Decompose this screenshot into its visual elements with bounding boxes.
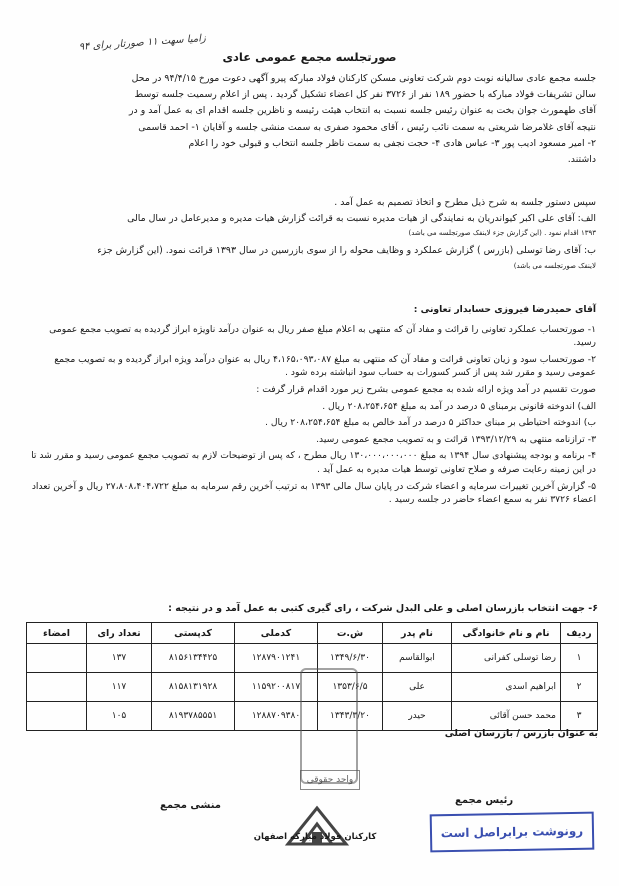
cell-birth-cert: ۱۳۴۳/۳/۲۰ bbox=[318, 702, 383, 731]
table-footer: به عنوان بازرس / بازرسان اصلی bbox=[444, 728, 598, 739]
col-signature: امضاء bbox=[27, 623, 87, 644]
col-name: نام و نام خانوادگی bbox=[452, 623, 561, 644]
chairman-signature-label: رئیس مجمع bbox=[455, 795, 514, 806]
cell-name: رضا توسلی کفرانی bbox=[452, 644, 561, 673]
intro-line: آقای طهمورث جوان بخت به عنوان رئیس جلسه نسبت به انتخاب هیئت رئیسه و ناظرین جلسه اقدام ای به عمل آمد و در bbox=[129, 105, 596, 117]
cell-row: ۲ bbox=[561, 673, 598, 702]
col-father: نام پدر bbox=[383, 623, 452, 644]
agenda-intro: سپس دستور جلسه به شرح ذیل مطرح و اتخاذ تصمیم به عمل آمد . bbox=[334, 197, 596, 208]
coop-name: کارکنان فولاد مبارکه اصفهان bbox=[253, 832, 377, 842]
intro-line: جلسه مجمع عادی سالیانه نوبت دوم شرکت تعاونی مسکن کارکنان فولاد مبارکه پیرو آگهی دعوت مورخ ۹۴/۴/۱۵ در محل bbox=[131, 73, 596, 84]
handwritten-note: زامیا سهت ۱۱ صورتار برای ۹۴ bbox=[78, 33, 207, 53]
intro-line: ۲- امیر مسعود ادیب پور ۳- عباس هادی ۴- حجت نجفی به سمت ناظر جلسه انتخاب و قبولی خود را اعلام bbox=[188, 137, 596, 149]
accounting-section bbox=[26, 303, 596, 510]
agenda-section bbox=[26, 196, 596, 273]
cell-row: ۳ bbox=[561, 702, 598, 731]
cell-name: محمد حسن آقائی bbox=[452, 702, 561, 731]
cell-postal-code: ۸۱۵۶۱۳۴۴۲۵ bbox=[152, 644, 235, 673]
intro-paragraph bbox=[26, 72, 596, 169]
intro-line: نتیجه آقای غلامرضا شریعتی به سمت نائب رئیس ، آقای محمود صفری به سمت منشی جلسه و آقایان ۱- احمد قاسمی bbox=[138, 121, 596, 133]
legal-reserve: الف) اندوخته قانونی برمبنای ۵ درصد در آمد به مبلغ ۲۰۸،۲۵۴،۶۵۴ ریال . bbox=[322, 400, 596, 412]
auditor-line: آقای حمیدرضا فیروزی حسابدار تعاونی : bbox=[413, 304, 596, 315]
cell-votes: ۱۰۵ bbox=[87, 702, 152, 731]
col-birth-cert: ش.ت bbox=[318, 623, 383, 644]
cell-father: حیدر bbox=[383, 702, 452, 731]
col-votes: تعداد رای bbox=[87, 623, 152, 644]
cell-votes: ۱۱۷ bbox=[87, 673, 152, 702]
cell-votes: ۱۳۷ bbox=[87, 644, 152, 673]
cell-signature bbox=[27, 702, 87, 731]
stamp-label: واحد حقوقی bbox=[300, 770, 360, 790]
cell-postal-code: ۸۱۹۳۷۸۵۵۵۱ bbox=[152, 702, 235, 731]
point-1: ۱- صورتحساب عملکرد تعاونی را قرائت و مفاد آن که منتهی به اعلام مبلغ صفر ریال به عنوان درآمد ناویژه ابراز گردیده به تصویب مجمع عمومی رسید. bbox=[49, 323, 596, 349]
cell-signature bbox=[27, 644, 87, 673]
cell-national-id: ۱۲۸۸۷۰۹۳۸۰ bbox=[235, 702, 318, 731]
official-stamp bbox=[300, 668, 358, 784]
col-national-id: کدملی bbox=[235, 623, 318, 644]
document-title: صورتجلسه مجمع عمومی عادی bbox=[222, 50, 397, 64]
col-postal-code: کدپستی bbox=[152, 623, 235, 644]
item-b-line: ب: آقای رضا توسلی (بازرس ) گزارش عملکرد و وظایف محوله را از سوی بازرسین در سال ۱۳۹۳ قرائت نمود. (این گزارش جزء bbox=[97, 245, 596, 257]
intro-line: سالن تشریفات فولاد مبارکه با حضور ۱۸۹ نفر از ۳۷۲۶ نفر کل اعضاء تشکیل گردید . پس از اعلام رسمیت جلسه توسط bbox=[134, 89, 596, 101]
cell-signature bbox=[27, 673, 87, 702]
point-2: ۲- صورتحساب سود و زیان تعاونی قرائت و مفاد آن که منتهی به مبلغ ۴،۱۶۵،۰۹۳،۰۸۷ ریال به عنوان درآمد ویژه ابراز گردیده و به تصویب مجمع عمومی رسید و مقرر شد پس از کسر کسورات به حساب سود انباشته برده شود . bbox=[54, 353, 596, 379]
coop-logo-icon bbox=[282, 800, 352, 852]
cell-birth-cert: ۱۳۵۳/۶/۵ bbox=[318, 673, 383, 702]
item-a-line: الف: آقای علی اکبر کیواندریان به نمایندگی از هیات مدیره نسبت به قرائت گزارش هیات مدیره و مدیرعامل در سال مالی bbox=[127, 213, 596, 225]
point-4: ۴- برنامه و بودجه پیشنهادی سال ۱۳۹۴ به مبلغ ۱۳۰،۰۰۰،۰۰۰،۰۰۰ ریال مطرح ، که پس از توضیحات لازم به تصویب مجمع عمومی رسید و مقرر شد تا در این زمینه رعایت صرفه و صلاح تعاونی توسط هیات مدیره به عمل آید . bbox=[31, 450, 596, 475]
point-5: ۵- گزارش آخرین تغییرات سرمایه و اعضاء شرکت در پایان سال مالی ۱۳۹۳ به ترتیب آخرین رقم سرمایه به مبلغ ۲۷،۸۰۸،۴۰۴،۷۲۲ ریال و آخرین تعداد اعضاء ۳۷۲۶ نفر به سمع اعضاء حاضر در جلسه رسید . bbox=[31, 480, 596, 506]
item-b-line: لاینفک صورتجلسه می باشد) bbox=[513, 261, 596, 270]
cell-father: ابوالقاسم bbox=[383, 644, 452, 673]
table-header-row bbox=[27, 623, 598, 644]
intro-line: داشتند. bbox=[567, 154, 596, 166]
item-a-line: ۱۳۹۳ اقدام نمود . (این گزارش جزء لاینفک صورتجلسه می باشد) bbox=[408, 229, 596, 238]
cell-national-id: ۱۲۸۷۹۰۱۲۴۱ bbox=[235, 644, 318, 673]
secretary-signature-label: منشی مجمع bbox=[160, 800, 221, 811]
true-copy-stamp: رونوشت برابراصل است bbox=[430, 812, 595, 853]
col-row: ردیف bbox=[561, 623, 598, 644]
cell-father: علی bbox=[383, 673, 452, 702]
cell-name: ابراهیم اسدی bbox=[452, 673, 561, 702]
cell-postal-code: ۸۱۵۸۱۳۱۹۲۸ bbox=[152, 673, 235, 702]
cell-national-id: ۱۱۵۹۲۰۰۸۱۷ bbox=[235, 673, 318, 702]
distribution-intro: صورت تقسیم در آمد ویژه ارائه شده به مجمع عمومی بشرح زیر مورد اقدام قرار گرفت : bbox=[256, 383, 596, 395]
table-title: ۶- جهت انتخاب بازرسان اصلی و علی البدل شرکت ، رای گیری کتبی به عمل آمد و در نتیجه : bbox=[168, 603, 598, 614]
cell-birth-cert: ۱۳۴۹/۶/۳۰ bbox=[318, 644, 383, 673]
cell-row: ۱ bbox=[561, 644, 598, 673]
precaution-reserve: ب) اندوخته احتیاطی بر مبنای حداکثر ۵ درصد در آمد خالص به مبلغ ۲۰۸،۲۵۴،۶۵۴ ریال . bbox=[265, 417, 596, 429]
point-3: ۳- ترازنامه منتهی به ۱۳۹۳/۱۲/۲۹ قرائت و به تصویب مجمع عمومی رسید. bbox=[316, 433, 596, 445]
